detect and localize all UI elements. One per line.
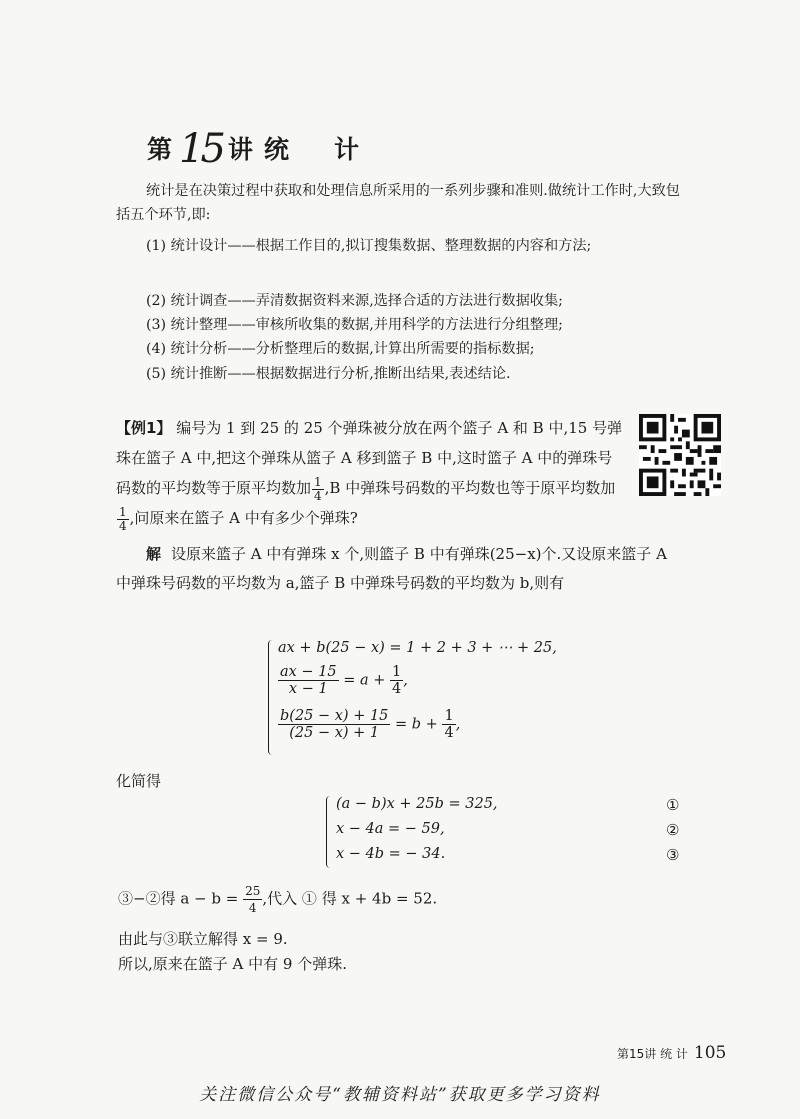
example-text-1: 编号为 1 到 25 的 25 个弹珠被分放在两个篮子 A 和 B 中,15 号弹珠在篮子 A 中,把这个弹珠从篮子 A 移到篮子 B 中,这时篮子 A 中的弹珠号码数的平均数等于原平均数加	[116, 419, 623, 497]
solution	[116, 540, 686, 598]
system2-eq1: (a − b)x + 25b = 325,	[336, 796, 498, 812]
title-mid: 讲	[227, 135, 254, 164]
step-1: ③−②得 a − b = $\frac{25}{4}$ ,代入 ① 得 x + 4b = 52.	[118, 884, 438, 915]
system2-eq2: x − 4a = − 59,	[336, 821, 445, 837]
intro-item-3: (3) 统计整理——审核所收集的数据,并用科学的方法进行分组整理;	[146, 317, 563, 333]
title-word-1: 统	[263, 135, 290, 164]
example-label: 【例1】	[116, 419, 172, 437]
equation-system-1	[268, 638, 608, 753]
page-number: 105	[693, 1043, 727, 1063]
page-footer	[617, 1043, 726, 1063]
solution-text: 设原来篮子 A 中有弹珠 x 个,则篮子 B 中有弹珠(25−x)个.又设原来篮子 A 中弹珠号码数的平均数为 a,篮子 B 中弹珠号码数的平均数为 b,则有	[116, 545, 667, 592]
fraction-one-quarter-2: $\frac{1}{4}$	[119, 504, 127, 533]
title-prefix: 第	[147, 135, 174, 164]
system1-eq3: $\frac{b(25 - x) + 15}{(25 - x) + 1}$ = b + $\frac{1}{4}$ ,	[280, 708, 461, 741]
step-3: 所以,原来在篮子 A 中有 9 个弹珠.	[118, 955, 347, 973]
fraction-one-quarter: $\frac{1}{4}$	[314, 474, 322, 503]
footer-section: 第15讲 统 计	[617, 1047, 688, 1061]
intro-item-1: (1) 统计设计——根据工作目的,拟订搜集数据、整理数据的内容和方法;	[146, 238, 592, 254]
intro-item-5: (5) 统计推断——根据数据进行分析,推断出结果,表述结论.	[146, 366, 511, 382]
tag-3: ③	[666, 846, 680, 864]
example-1	[116, 413, 626, 533]
title-number: 15	[179, 126, 222, 172]
title-word-2: 计	[333, 135, 360, 164]
step-2: 由此与③联立解得 x = 9.	[118, 930, 288, 948]
intro-paragraph: 统计是在决策过程中获取和处理信息所采用的一系列步骤和准则.做统计工作时,大致包括五个环节,即:	[116, 183, 680, 223]
example-text-3: ,问原来在篮子 A 中有多少个弹珠?	[129, 509, 358, 527]
system1-eq2: $\frac{ax - 15}{x - 1}$ = a + $\frac{1}{4}$ ,	[280, 664, 408, 697]
equation-system-2	[326, 794, 686, 866]
tag-1: ①	[666, 796, 680, 814]
qr-code-icon[interactable]	[639, 414, 721, 496]
system1-eq1: ax + b(25 − x) = 1 + 2 + 3 + ⋯ + 25,	[278, 640, 557, 656]
lecture-title	[147, 122, 360, 172]
intro-item-4: (4) 统计分析——分析整理后的数据,计算出所需要的指标数据;	[146, 341, 535, 357]
intro-item-2: (2) 统计调查——弄清数据资料来源,选择合适的方法进行数据收集;	[146, 293, 563, 309]
system2-eq3: x − 4b = − 34.	[336, 846, 446, 862]
promo-banner: 关注微信公众号“教辅资料站”获取更多学习资料	[199, 1085, 601, 1105]
tag-2: ②	[666, 821, 680, 839]
example-text-2: ,B 中弹珠号码数的平均数也等于原平均数加	[324, 479, 616, 497]
solution-label: 解	[146, 545, 162, 563]
simplify-label: 化简得	[116, 772, 162, 790]
